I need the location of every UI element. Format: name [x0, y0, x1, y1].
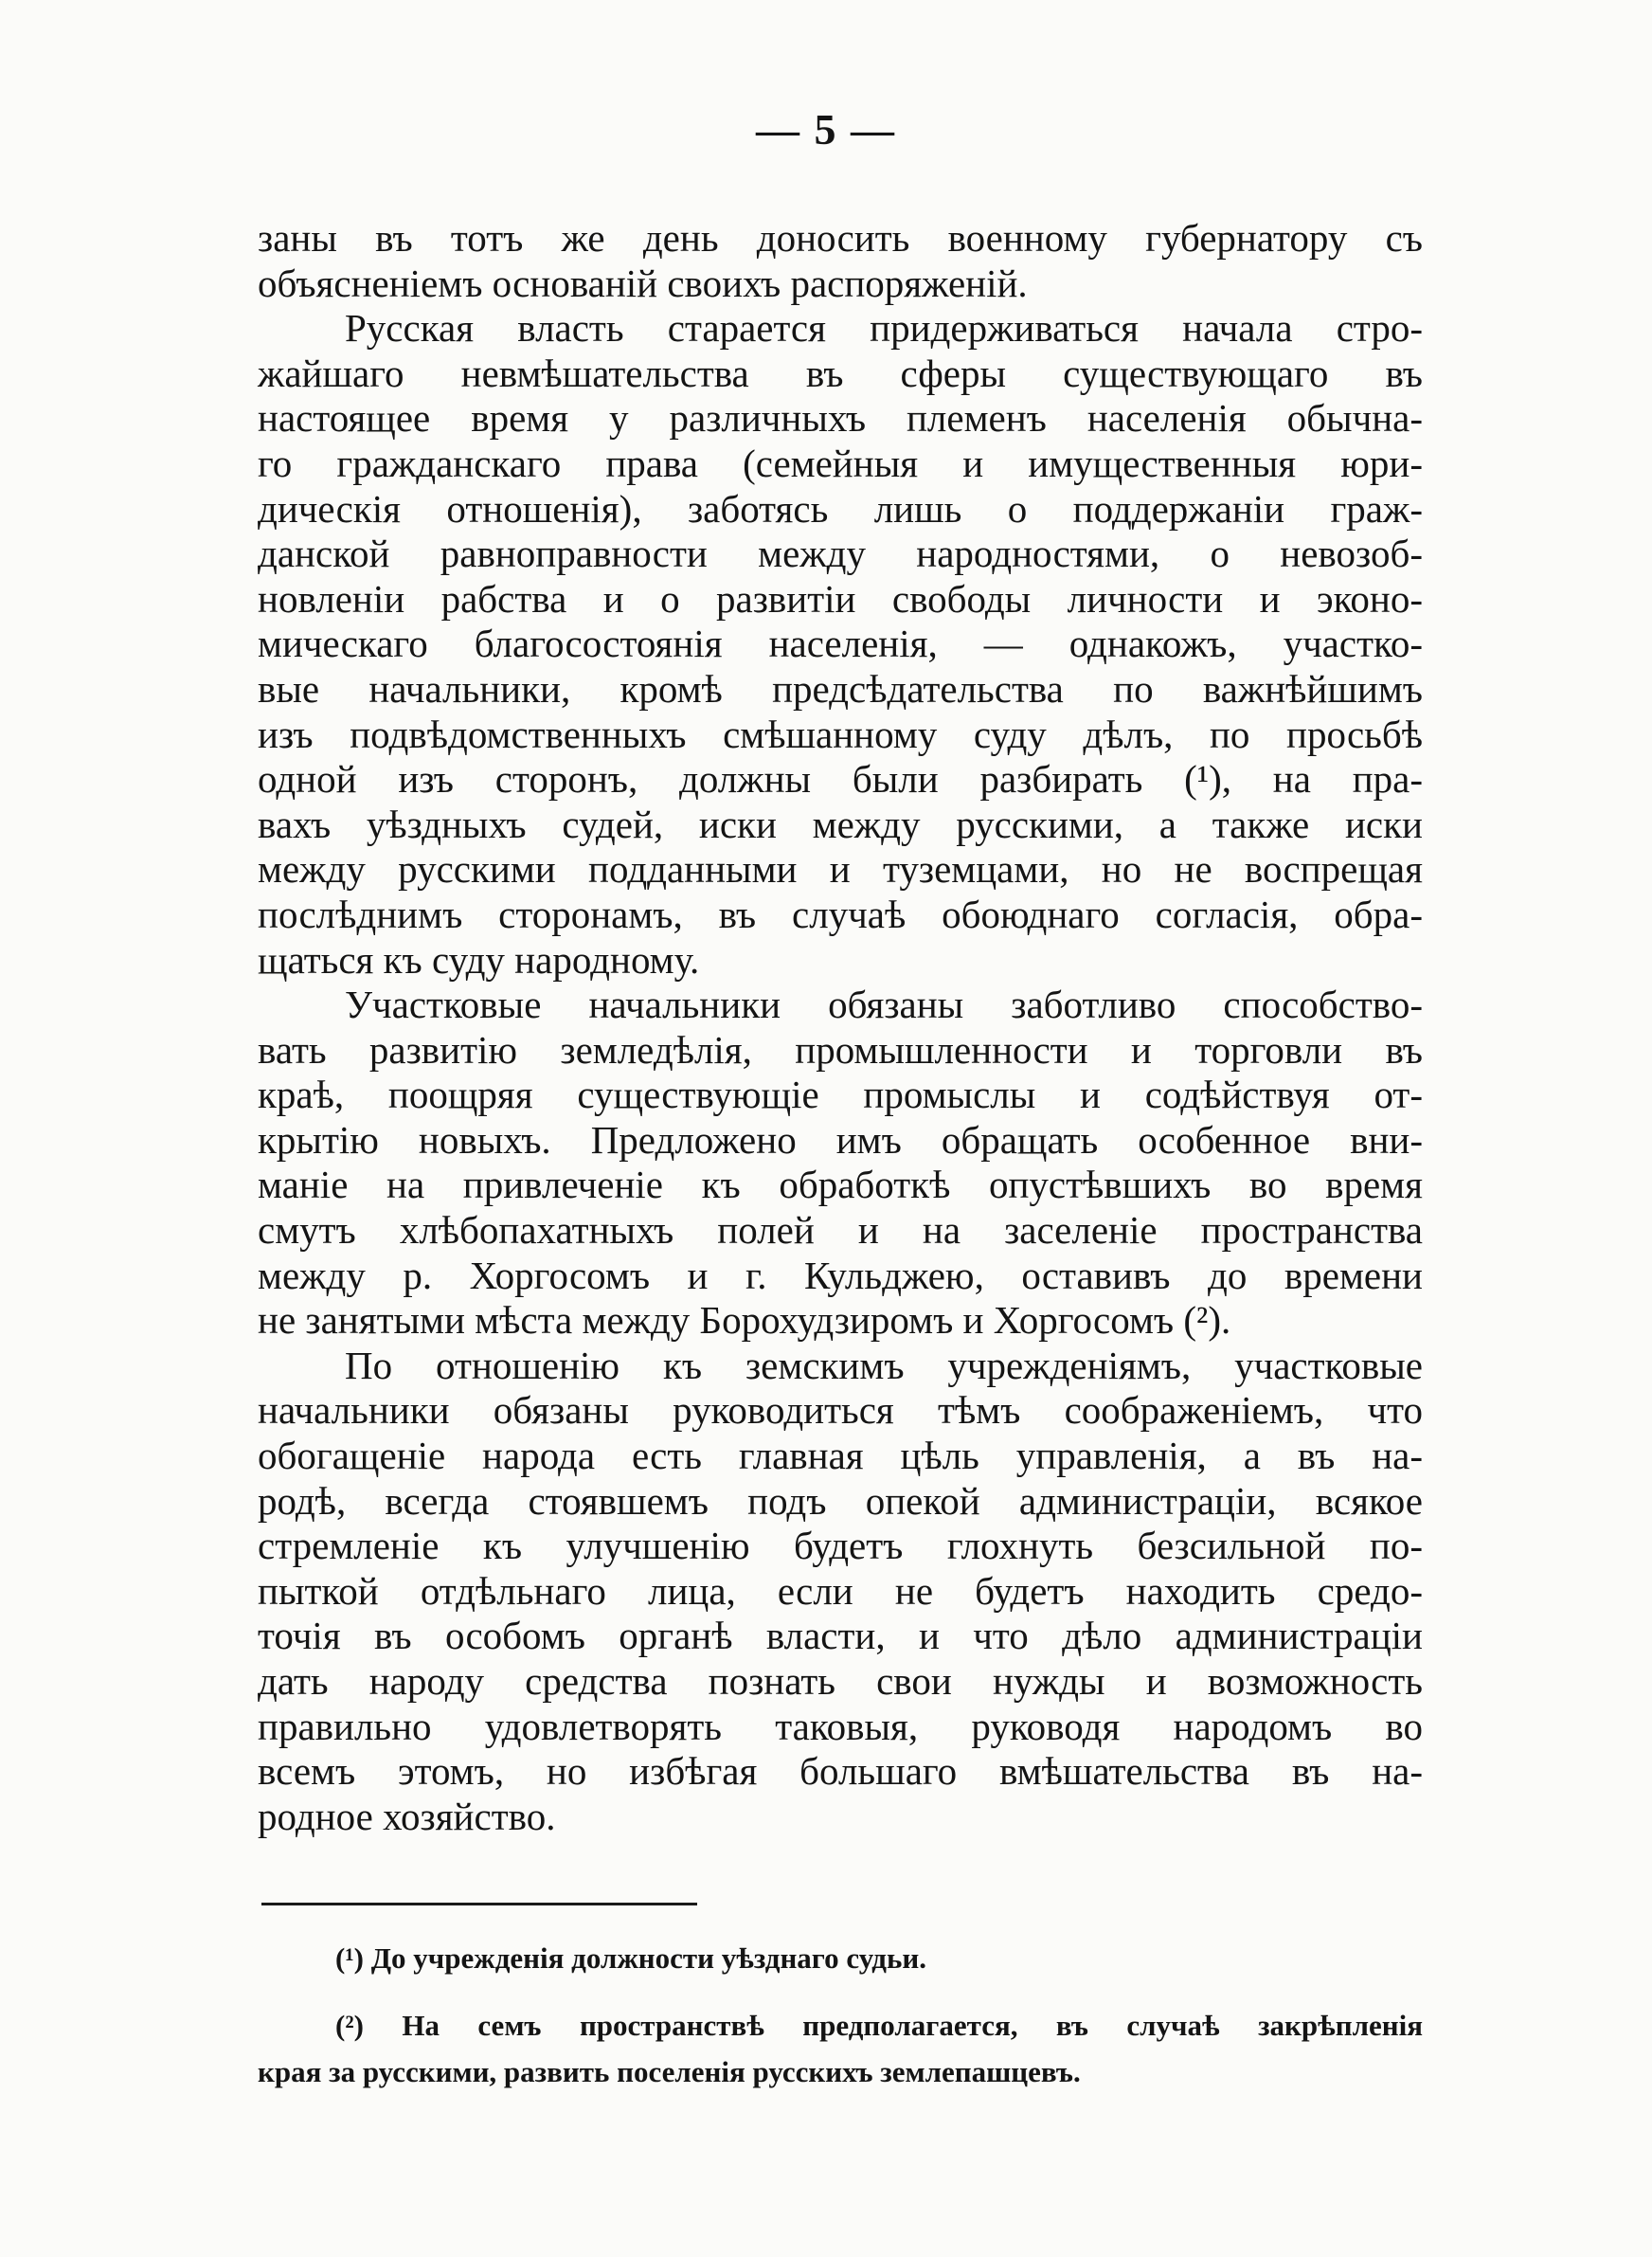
text-line: правильно удовлетворять таковыя, руководя народомъ во — [258, 1704, 1423, 1748]
text-line: между р. Хоргосомъ и г. Кульджею, оставивъ до времени — [258, 1253, 1423, 1297]
text-line: вые начальники, кромѣ предсѣдательства по важнѣйшимъ — [258, 666, 1423, 711]
footnote-2 — [258, 2002, 1423, 2095]
text-line: вать развитію земледѣлія, промышленности и торговли въ — [258, 1027, 1423, 1072]
text-line: дать народу средства познать свои нужды и возможность — [258, 1659, 1423, 1703]
footnote-spacer — [258, 1981, 1423, 2002]
footnotes — [258, 1935, 1423, 2095]
text-line: краѣ, поощряя существующіе промыслы и содѣйствуя от- — [258, 1073, 1423, 1117]
text-line: мическаго благосостоянія населенія, — однакожъ, участко- — [258, 622, 1423, 666]
text-line: всемъ этомъ, но избѣгая большаго вмѣшательства въ на- — [258, 1749, 1423, 1794]
text-line: вахъ уѣздныхъ судей, иски между русскими, а также иски — [258, 802, 1423, 846]
text-line: крытію новыхъ. Предложено имъ обращать особенное вни- — [258, 1117, 1423, 1162]
text-line: точія въ особомъ органѣ власти, и что дѣло администраціи — [258, 1614, 1423, 1658]
footnote-divider — [261, 1903, 697, 1905]
text-line: По отношенію къ земскимъ учрежденіямъ, участковые — [345, 1343, 1423, 1387]
paragraph-3 — [258, 983, 1423, 1344]
text-line: жайшаго невмѣшательства въ сферы существующаго въ — [258, 351, 1423, 395]
text-line: го гражданскаго права (семейныя и имущественныя юри- — [258, 441, 1423, 485]
paragraph-4 — [258, 1344, 1423, 1840]
text-line: между русскими подданными и туземцами, но не воспрещая — [258, 847, 1423, 892]
text-line: родное хозяйство. — [258, 1794, 556, 1838]
text-line: Русская власть старается придерживаться начала стро- — [345, 306, 1423, 351]
text-line: изъ подвѣдомственныхъ смѣшанному суду дѣлъ, по просьбѣ — [258, 712, 1423, 756]
text-line: щаться къ суду народному. — [258, 937, 700, 982]
text-line: новленіи рабства и о развитіи свободы личности и эконо- — [258, 576, 1423, 621]
text-line: обогащеніе народа есть главная цѣль управленія, а въ на- — [258, 1434, 1423, 1478]
text-line: одной изъ сторонъ, должны были разбирать (¹), на пра- — [258, 757, 1423, 802]
text-line: дическія отношенія), заботясь лишь о поддержаніи граж- — [258, 486, 1423, 531]
text-line: послѣднимъ сторонамъ, въ случаѣ обоюднаго согласія, обра- — [258, 892, 1423, 936]
text-line: объясненіемъ основаній своихъ распоряженій. — [258, 261, 1028, 305]
text-line: не занятыми мѣста между Борохудзиромъ и Хоргосомъ (²). — [258, 1298, 1231, 1343]
footnote-line: (²) На семъ пространствѣ предполагается, въ случаѣ закрѣпленія — [335, 2009, 1423, 2042]
text-line: родѣ, всегда стоявшемъ подъ опекой администраціи, всякое — [258, 1478, 1423, 1523]
footnote-1 — [258, 1935, 1423, 1981]
text-line: заны въ тотъ же день доносить военному губернатору съ — [258, 216, 1423, 260]
text-line: Участковые начальники обязаны заботливо способство- — [345, 983, 1423, 1027]
footnote-line: (¹) До учрежденія должности уѣзднаго судьи. — [335, 1941, 926, 1975]
paragraph-1 — [258, 216, 1423, 306]
text-line: стремленіе къ улучшенію будетъ глохнуть безсильной по- — [258, 1524, 1423, 1568]
text-line: пыткой отдѣльнаго лица, если не будетъ находить средо- — [258, 1568, 1423, 1613]
text-line: маніе на привлеченіе къ обработкѣ опустѣвшихъ во время — [258, 1163, 1423, 1207]
footnote-line: края за русскими, развить поселенія русскихъ землепашцевъ. — [258, 2055, 1081, 2088]
text-line: смутъ хлѣбопахатныхъ полей и на заселеніе пространства — [258, 1208, 1423, 1253]
text-line: данской равноправности между народностями, о невозоб- — [258, 532, 1423, 576]
text-line: настоящее время у различныхъ племенъ населенія обычна- — [258, 396, 1423, 441]
paragraph-2 — [258, 306, 1423, 983]
body-text — [258, 216, 1423, 1839]
page-number: — 5 — — [756, 105, 896, 153]
text-line: начальники обязаны руководиться тѣмъ соображеніемъ, что — [258, 1388, 1423, 1433]
